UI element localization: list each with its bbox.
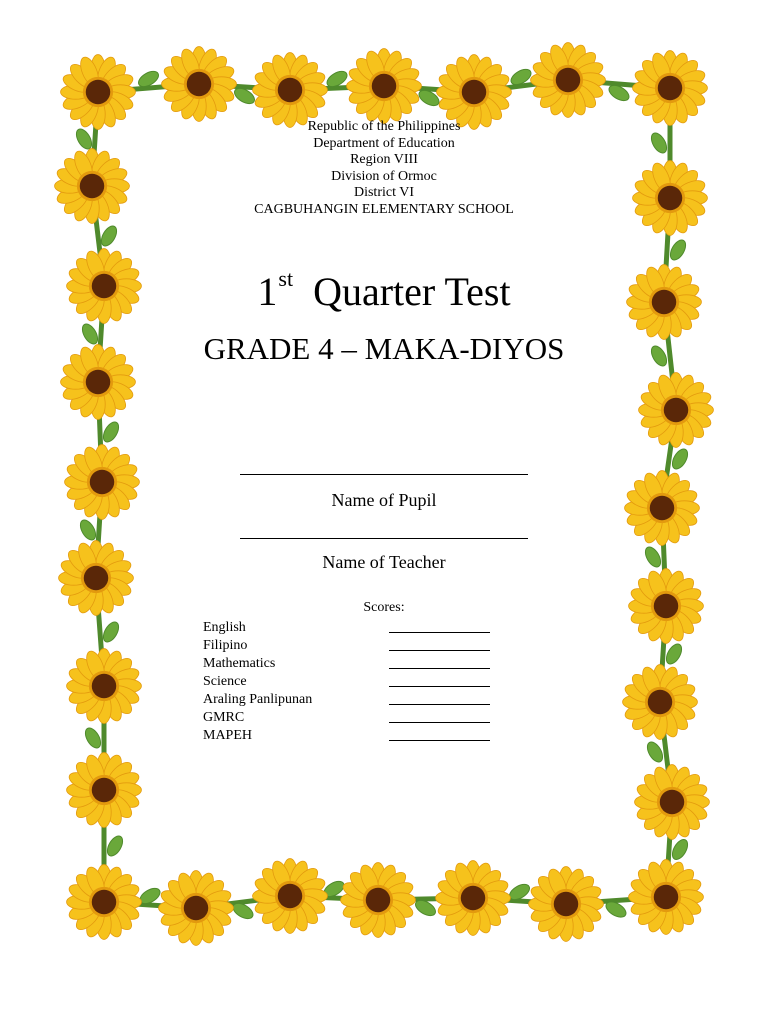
score-row-mathematics bbox=[203, 656, 493, 674]
subject-label: English bbox=[203, 620, 246, 635]
score-row-mapeh bbox=[203, 728, 493, 746]
school-header bbox=[0, 119, 768, 219]
header-line-district: District VI bbox=[353, 185, 414, 201]
scores-heading: Scores: bbox=[363, 600, 405, 615]
score-row-gmrc bbox=[203, 710, 493, 728]
subject-label: GMRC bbox=[203, 710, 245, 725]
score-blank[interactable] bbox=[389, 632, 490, 633]
teacher-name-line[interactable] bbox=[240, 538, 528, 539]
subject-label: Science bbox=[203, 674, 247, 689]
pupil-name-label: Name of Pupil bbox=[331, 490, 437, 510]
pupil-name-line[interactable] bbox=[240, 474, 528, 475]
score-row-araling-panlipunan bbox=[203, 692, 493, 710]
header-line-division: Division of Ormoc bbox=[331, 168, 437, 184]
score-blank[interactable] bbox=[389, 686, 490, 687]
header-line-region: Region VIII bbox=[350, 152, 418, 168]
quarter-number: 1 bbox=[257, 269, 278, 314]
subject-label: Mathematics bbox=[203, 656, 276, 671]
teacher-name-label: Name of Teacher bbox=[322, 552, 446, 572]
score-row-filipino bbox=[203, 638, 493, 656]
grade-subject-subtitle: GRADE 4 – MAKA-DIYOS bbox=[203, 331, 565, 366]
header-line-department: Department of Education bbox=[313, 135, 455, 151]
subject-label: MAPEH bbox=[203, 728, 253, 743]
score-blank[interactable] bbox=[389, 668, 490, 669]
score-blank[interactable] bbox=[389, 740, 490, 741]
score-blank[interactable] bbox=[389, 650, 490, 651]
header-line-republic: Republic of the Philippines bbox=[307, 119, 461, 134]
subject-label: Araling Panlipunan bbox=[203, 692, 313, 707]
score-blank[interactable] bbox=[389, 722, 490, 723]
score-row-science bbox=[203, 674, 493, 692]
subject-label: Filipino bbox=[203, 638, 248, 653]
page-title bbox=[0, 266, 768, 324]
header-line-school: CAGBUHANGIN ELEMENTARY SCHOOL bbox=[254, 201, 514, 217]
score-blank[interactable] bbox=[389, 704, 490, 705]
quarter-ordinal-suffix: st bbox=[278, 266, 294, 291]
score-row-english bbox=[203, 620, 493, 638]
title-text: Quarter Test bbox=[313, 269, 511, 314]
